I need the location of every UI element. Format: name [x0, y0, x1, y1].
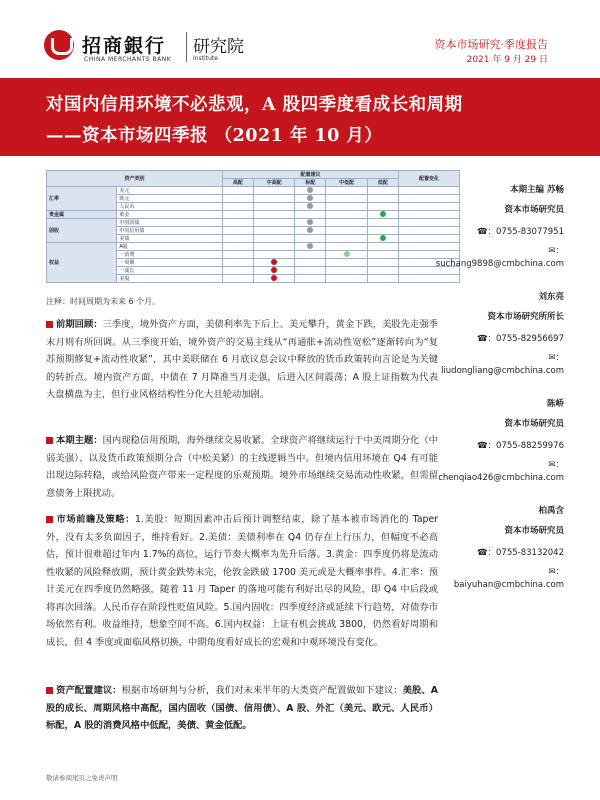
- level-header: 低配: [367, 179, 398, 187]
- analyst-email[interactable]: baiyuhan@cmbchina.com: [453, 580, 564, 590]
- allocation-cell: [326, 211, 367, 219]
- analyst-email[interactable]: chenqiao426@cmbchina.com: [438, 473, 564, 483]
- analyst-name: 刘东亮: [538, 292, 564, 302]
- analyst-name: 柏禹含: [538, 506, 564, 516]
- section-heading: 本期主题：: [56, 435, 103, 446]
- allocation-cell: [222, 195, 253, 203]
- allocation-dot-icon: [307, 219, 313, 225]
- allocation-cell: [295, 203, 326, 211]
- analyst-sidebar: [435, 183, 564, 611]
- matrix-note: 注释：时间周期为未来 6 个月。: [46, 297, 161, 306]
- mail-icon: ✉：: [548, 460, 564, 470]
- analyst-title: 资本市场研究所所长: [487, 312, 564, 322]
- allocation-cell: [367, 203, 398, 211]
- analyst-phone: ☎：0755-83132042: [476, 548, 564, 558]
- analyst-card: [438, 397, 564, 504]
- matrix-body: [47, 187, 460, 283]
- analyst-card: [453, 504, 564, 611]
- analyst-phone: ☎：0755-82956697: [476, 334, 564, 344]
- allocation-cell: [295, 187, 326, 195]
- mail-icon: ✉：: [548, 246, 564, 256]
- matrix-row: [47, 219, 460, 227]
- allocation-cell: [326, 203, 367, 211]
- asset-label: 美元: [117, 187, 223, 195]
- bullet-square-icon: [46, 516, 53, 523]
- allocation-cell: [253, 195, 294, 203]
- asset-label: A股: [117, 243, 223, 251]
- change-cell: [399, 251, 460, 259]
- allocation-cell: [295, 235, 326, 243]
- allocation-cell: [295, 227, 326, 235]
- analyst-name: 本期主编 苏畅: [510, 185, 564, 195]
- allocation-cell: [222, 235, 253, 243]
- allocation-dot-icon: [344, 251, 350, 257]
- analyst-card: [435, 183, 564, 290]
- allocation-cell: [326, 243, 367, 251]
- asset-label: 欧元: [117, 195, 223, 203]
- allocation-cell: [326, 267, 367, 275]
- bullet-square-icon: [46, 687, 53, 694]
- allocation-cell: [367, 195, 398, 203]
- change-cell: [399, 275, 460, 283]
- allocation-cell: [253, 203, 294, 211]
- allocation-dot-icon: [271, 259, 277, 265]
- change-cell: [399, 211, 460, 219]
- analyst-name: 陈峤: [546, 399, 564, 409]
- allocation-cell: [326, 251, 367, 259]
- allocation-cell: [253, 219, 294, 227]
- allocation-dot-icon: [380, 211, 386, 217]
- change-cell: [399, 227, 460, 235]
- allocation-cell: [222, 251, 253, 259]
- matrix-row: [47, 243, 460, 251]
- allocation-cell: [295, 275, 326, 283]
- logo-divider: [186, 32, 187, 62]
- analyst-title: 资本市场研究员: [504, 419, 564, 429]
- level-header: 标配: [295, 179, 326, 187]
- analyst-phone: ☎：0755-83077951: [476, 227, 564, 237]
- report-title: 对国内信用环境不必悲观，A 股四季度看成长和周期: [46, 95, 463, 115]
- allocation-dot-icon: [307, 227, 313, 233]
- asset-group-label: 固收: [47, 219, 117, 243]
- section-text: 三季度，境外资产方面，美债利率先下后上、美元攀升，黄金下跌，美股先走强季末月则有所回调。从三季度开始，境外资产的交易主线从“再通胀+流动性宽松”逐渐转向为“复苏预期修复+流动性收紧”，其中美联储在 6 月底议息会议中释放的货币政策转向言论是为关键的转折点。境内资产方面，中债在 7 月降准当月走强，后进入区间震荡；A 股上证指数为代表大盘横盘为主，但行业风格结构性分化大且轮动加剧。: [46, 319, 438, 400]
- asset-label: 人民币: [117, 203, 223, 211]
- allocation-matrix: [46, 170, 460, 283]
- allocation-cell: [326, 219, 367, 227]
- allocation-cell: [222, 203, 253, 211]
- allocation-cell: [295, 243, 326, 251]
- allocation-cell: [295, 259, 326, 267]
- change-cell: [399, 203, 460, 211]
- recommendation-header: 配置建议: [222, 171, 398, 179]
- allocation-cell: [367, 187, 398, 195]
- cmb-logo-icon: [44, 30, 74, 60]
- section-heading: 前期回顾：: [56, 319, 103, 330]
- allocation-cell: [253, 259, 294, 267]
- section-outlook: [46, 511, 438, 651]
- allocation-cell: [295, 195, 326, 203]
- level-header: 高配: [222, 179, 253, 187]
- change-cell: [399, 243, 460, 251]
- institute-english: Institute: [193, 55, 218, 62]
- allocation-cell: [367, 259, 398, 267]
- section-text: 根据市场研判与分析，我们对未来半年的大类资产配置做如下建议：: [121, 685, 403, 696]
- allocation-cell: [222, 211, 253, 219]
- change-header: 配置变化: [399, 171, 460, 187]
- analyst-email[interactable]: suchang9898@cmbchina.com: [435, 259, 564, 269]
- asset-label: 黄金: [117, 211, 223, 219]
- analyst-phone: ☎：0755-88259976: [476, 441, 564, 451]
- change-cell: [399, 219, 460, 227]
- section-text: 国内现稳信用预期，海外继续交易收紧。全球资产将继续运行于中美周期分化（中弱美强）、以及货币政策预期分合（中松美紧）的主线逻辑当中。但境内信用环境在 Q4 有可能出现边际转稳，或给风险资产带来一定程度的乐观预期。境外市场继续交易流动性收紧，但需留意债务上限扰动。: [46, 435, 438, 499]
- allocation-dot-icon: [380, 235, 386, 241]
- change-cell: [399, 195, 460, 203]
- allocation-cell: [367, 235, 398, 243]
- change-cell: [399, 235, 460, 243]
- allocation-dot-icon: [307, 243, 313, 249]
- section-heading: 市场前瞻及策略：: [56, 514, 135, 525]
- allocation-cell: [253, 187, 294, 195]
- section-heading: 资产配置建议：: [56, 685, 122, 696]
- allocation-cell: [253, 275, 294, 283]
- mail-icon: ✉：: [548, 353, 564, 363]
- allocation-cell: [253, 211, 294, 219]
- allocation-cell: [326, 227, 367, 235]
- asset-group-label: 贵金属: [47, 211, 117, 219]
- disclaimer-footer: 敬请参阅尾页之免责声明: [46, 774, 118, 782]
- allocation-dot-icon: [271, 275, 277, 281]
- matrix-row: [47, 187, 460, 195]
- allocation-cell: [326, 195, 367, 203]
- level-header: 中高配: [253, 179, 294, 187]
- analyst-title: 资本市场研究员: [504, 205, 564, 215]
- analyst-email[interactable]: liudongliang@cmbchina.com: [441, 366, 564, 376]
- allocation-cell: [326, 235, 367, 243]
- asset-label: 美债: [117, 235, 223, 243]
- section-text: 1.美股：短期因素冲击后预计调整结束，除了基本被市场消化的 Taper 外，没有太多负面因子，维持看好。2.美债：美债利率在 Q4 仍存在上行压力，但幅度不必高估，预计很难超过年内 1.7%的高位，运行节奏大概率为先升后落。3.黄金：四季度仍将是流动性收紧的风险释放期，预计黄金跌势未完，伦敦金跌破 1700 美元或是大概率事件。4.汇率：预计美元在四季度仍然略强，随着 11 月 Taper 的落地可能有利好出尽的风险，即 Q4 中后段或将再次回落。人民币存在阶段性贬值风险。5.国内固收：四季度经济或延续下行趋势，对债券市场依然有利。收益维持，想象空间不高。6.国内权益：上证有机会挑战 3800，仍然看好周期和成长，但 4 季度或面临风格切换，中期角度看好成长的宏观和中观环境没有变化。: [46, 514, 438, 648]
- allocation-cell: [295, 251, 326, 259]
- allocation-dot-icon: [307, 187, 313, 193]
- allocation-cell: [253, 267, 294, 275]
- allocation-cell: [222, 243, 253, 251]
- asset-group-label: 汇率: [47, 187, 117, 211]
- asset-label: 一周期: [117, 259, 223, 267]
- allocation-cell: [295, 211, 326, 219]
- allocation-cell: [367, 267, 398, 275]
- asset-label: 中国信用债: [117, 227, 223, 235]
- allocation-cell: [222, 219, 253, 227]
- logo-english: CHINA MERCHANTS BANK: [84, 56, 172, 63]
- section-allocation: [46, 682, 438, 735]
- allocation-dot-icon: [271, 267, 277, 273]
- asset-label: 中国国债: [117, 219, 223, 227]
- allocation-cell: [253, 243, 294, 251]
- asset-label: 美股: [117, 275, 223, 283]
- allocation-cell: [367, 219, 398, 227]
- institute-name: 研究院: [193, 37, 244, 57]
- allocation-cell: [367, 227, 398, 235]
- change-cell: [399, 187, 460, 195]
- allocation-cell: [253, 227, 294, 235]
- analyst-title: 资本市场研究员: [504, 526, 564, 536]
- asset-label: 一成长: [117, 267, 223, 275]
- bullet-square-icon: [46, 321, 53, 328]
- allocation-cell: [222, 275, 253, 283]
- section-review: [46, 316, 438, 404]
- asset-class-header: 资产类别: [47, 171, 223, 187]
- allocation-cell: [367, 243, 398, 251]
- allocation-cell: [367, 211, 398, 219]
- allocation-cell: [295, 219, 326, 227]
- asset-group-label: 权益: [47, 243, 117, 283]
- mail-icon: ✉：: [548, 567, 564, 577]
- report-header: [0, 0, 600, 80]
- allocation-cell: [295, 267, 326, 275]
- allocation-cell: [326, 187, 367, 195]
- section-theme: [46, 432, 438, 502]
- allocation-cell: [222, 267, 253, 275]
- allocation-cell: [222, 227, 253, 235]
- allocation-cell: [367, 251, 398, 259]
- allocation-cell: [222, 187, 253, 195]
- allocation-dot-icon: [307, 195, 313, 201]
- matrix-row: [47, 211, 460, 219]
- analyst-card: [441, 290, 564, 397]
- asset-label: 一消费: [117, 251, 223, 259]
- report-subtitle: ——资本市场四季报 （2021 年 10 月）: [46, 126, 383, 146]
- section-text-bold: 美股、A 股的成长、周期风格中高配，国内固收（国债、信用债）、A 股、外汇（美元、欧元、人民币）标配，A 股的消费风格中低配，美债、黄金低配。: [46, 685, 438, 731]
- logo-text: 招商銀行: [82, 35, 167, 57]
- allocation-cell: [326, 275, 367, 283]
- allocation-cell: [326, 259, 367, 267]
- allocation-cell: [367, 275, 398, 283]
- allocation-cell: [222, 259, 253, 267]
- allocation-cell: [253, 235, 294, 243]
- allocation-dot-icon: [307, 203, 313, 209]
- allocation-cell: [253, 251, 294, 259]
- report-date: 2021 年 9 月 29 日: [466, 55, 548, 65]
- report-type: 资本市场研究·季度报告: [434, 38, 548, 51]
- level-header: 中低配: [326, 179, 367, 187]
- bullet-square-icon: [46, 437, 53, 444]
